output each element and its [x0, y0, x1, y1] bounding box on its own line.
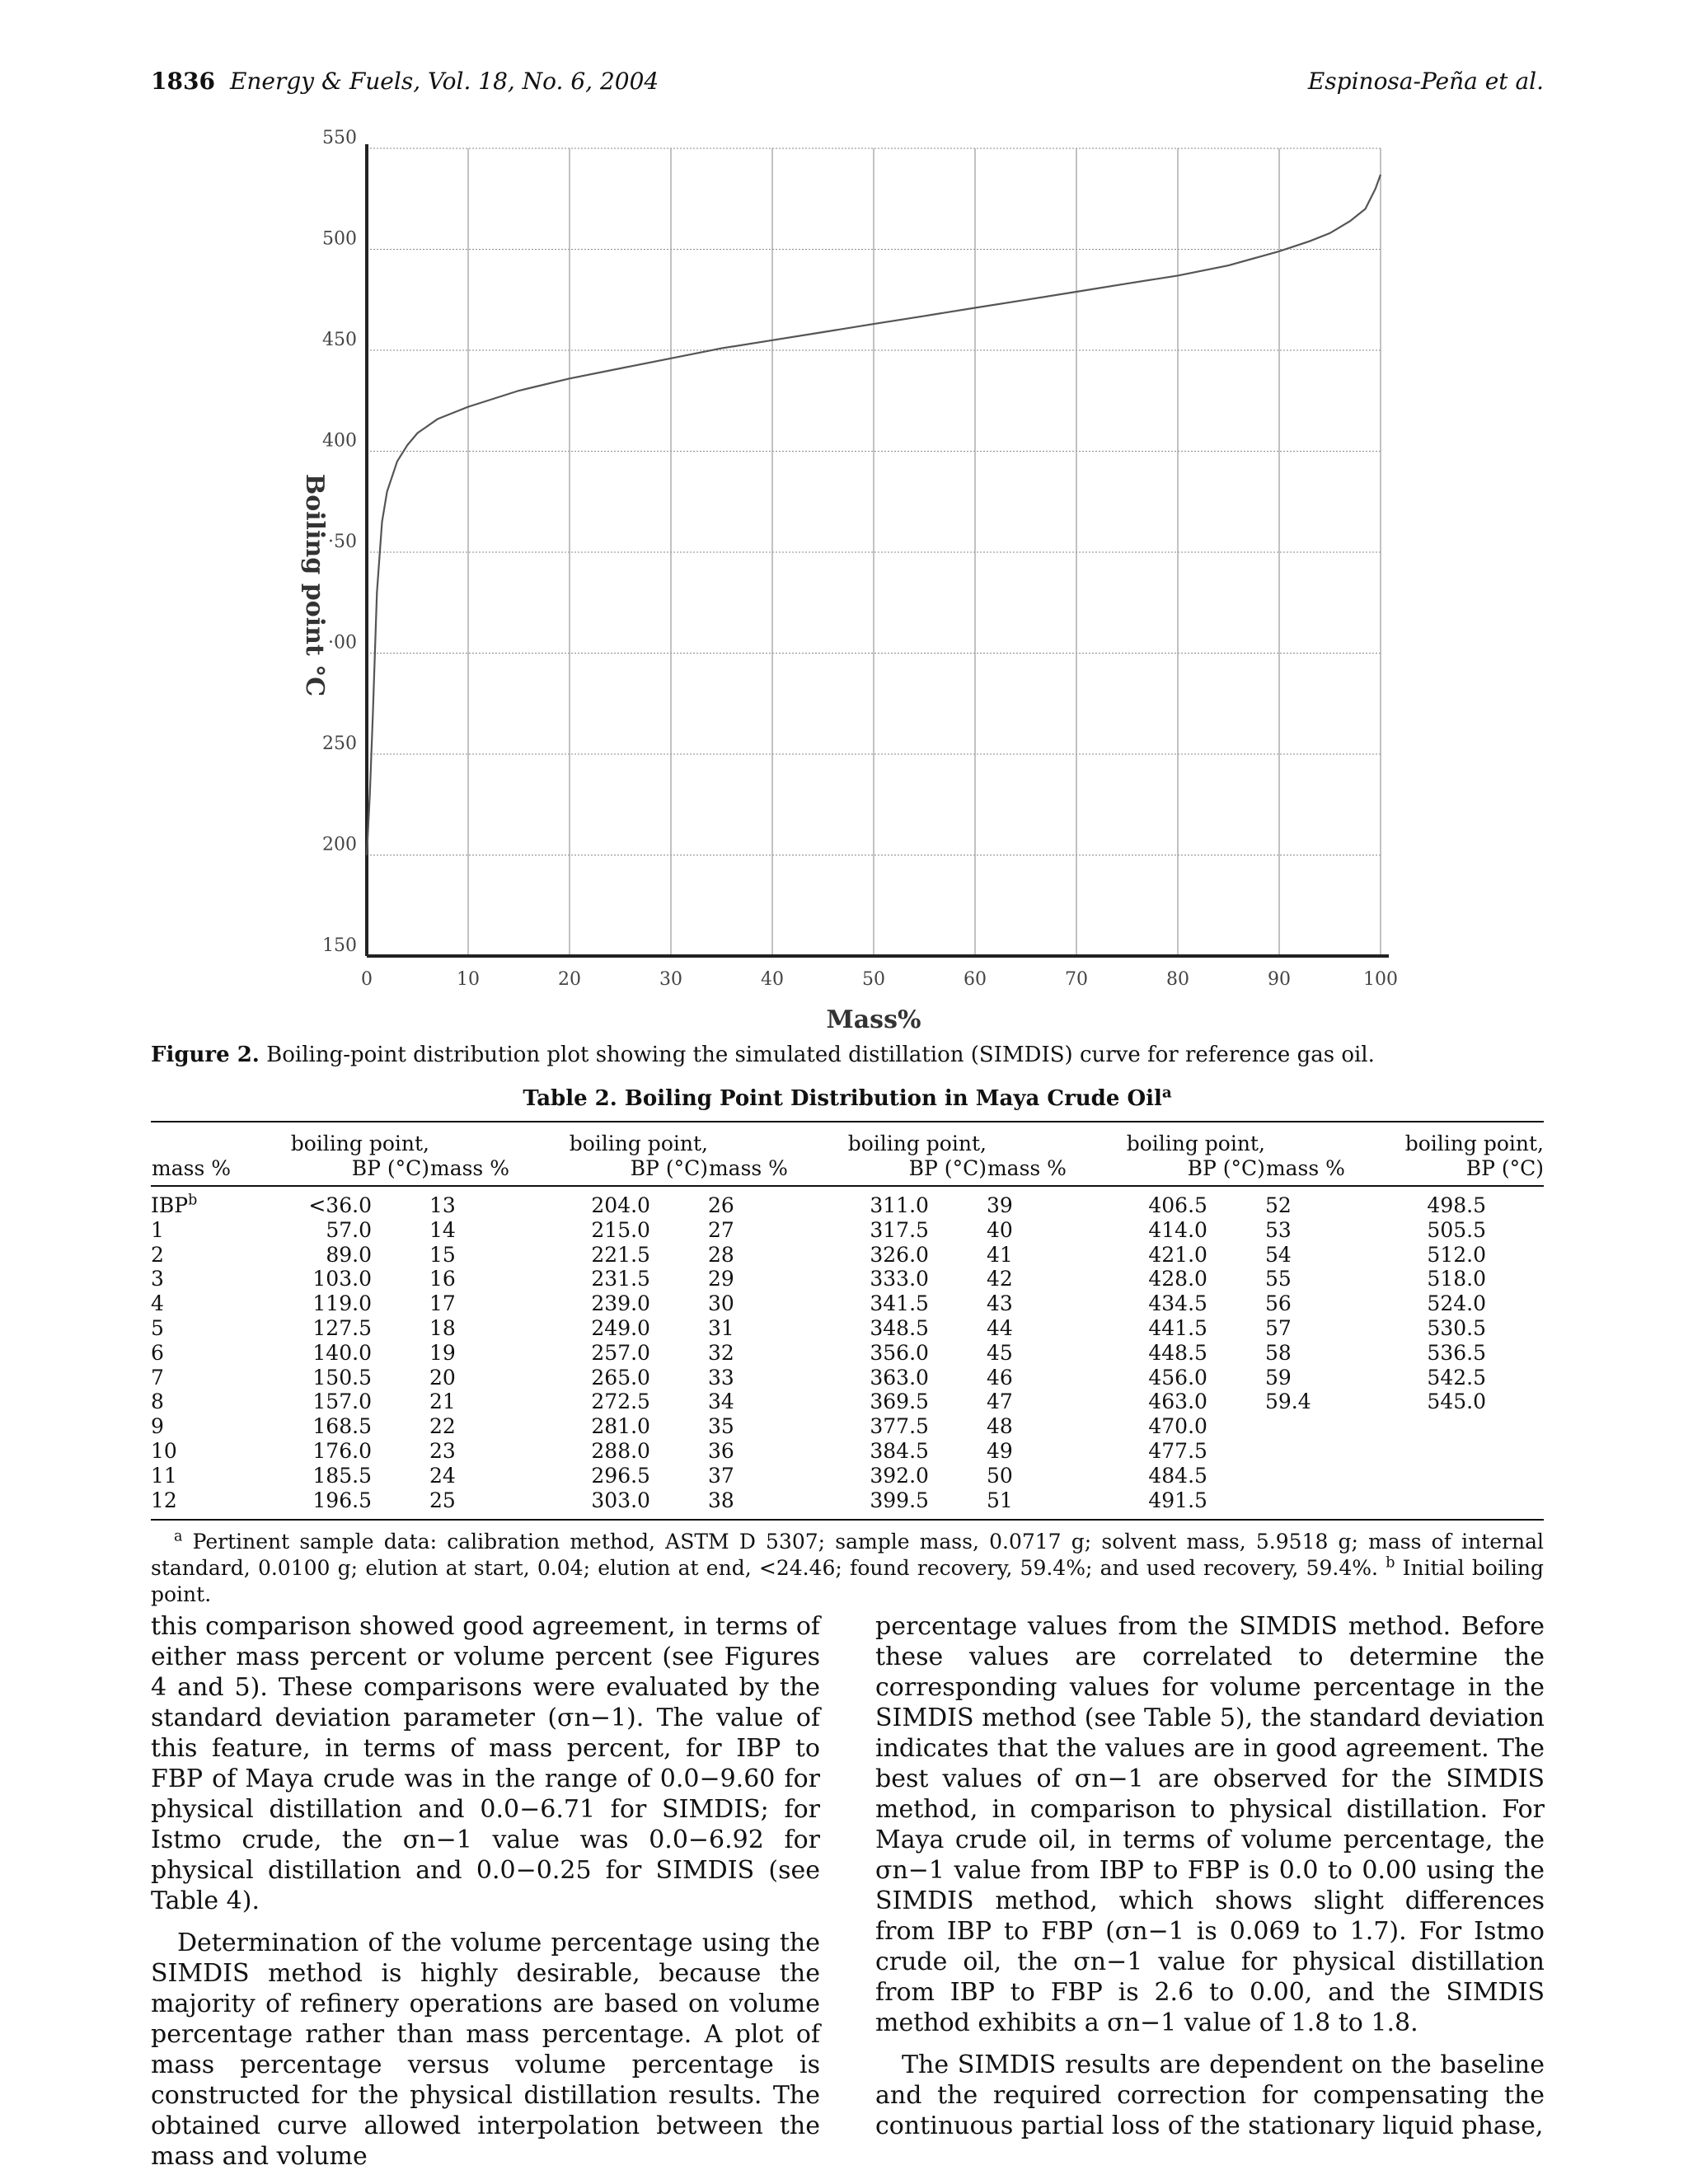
- x-tick-label: 90: [1268, 969, 1291, 990]
- cell-mass: 29: [707, 1267, 734, 1291]
- cell-mass: 31: [707, 1315, 734, 1340]
- cell-bp: 196.5: [253, 1488, 429, 1521]
- cell-mass: 30: [707, 1291, 734, 1316]
- header-bpunit-2: BP (°C): [532, 1156, 708, 1186]
- cell-mass: 57: [1264, 1315, 1292, 1340]
- table-row: [151, 1186, 1544, 1218]
- cell-mass: 46: [986, 1365, 1013, 1390]
- cell-mass: 7: [151, 1365, 164, 1390]
- cell-mass: 44: [986, 1315, 1013, 1340]
- paragraph-right-1: percentage values from the SIMDIS method. Before these values are correlated to determine the corresponding values for volume percentage in the SIMDIS method (see Table 5), the standard deviation indicates that the values are in good agreement. The best values of σn−1 are observed for the SIMDIS method, in comparison to physical distillation. For Maya crude oil, in terms of volume percentage, the σn−1 value from IBP to FBP is 0.0 to 0.00 using the SIMDIS method, which shows slight differences from IBP to FBP (σn−1 is 0.069 to 1.7). For Istmo crude oil, the σn−1 value for physical distillation from IBP to FBP is 2.6 to 0.00, and the SIMDIS method exhibits a σn−1 value of 1.8 to 1.8.: [875, 1612, 1545, 2037]
- y-tick-label: 550: [322, 128, 357, 148]
- cell-mass: 4: [151, 1291, 164, 1316]
- x-tick-label: 40: [761, 969, 784, 990]
- cell-bp: 399.5: [810, 1488, 987, 1521]
- cell-bp: 456.0: [1148, 1365, 1207, 1390]
- cell-bp: 185.5: [312, 1463, 372, 1488]
- x-tick-label: 50: [862, 969, 885, 990]
- cell-mass: 24: [429, 1463, 456, 1488]
- table-title-text: Table 2. Boiling Point Distribution in Maya Crude Oil: [523, 1086, 1162, 1111]
- table-row: [151, 1267, 1544, 1291]
- cell-bp: 168.5: [312, 1414, 372, 1439]
- cell-bp: 103.0: [312, 1267, 372, 1291]
- cell-bp: 127.5: [312, 1315, 372, 1340]
- cell-bp: 119.0: [312, 1291, 372, 1316]
- x-axis-label: Mass%: [826, 1005, 921, 1034]
- cell-bp: 272.5: [591, 1390, 650, 1414]
- cell-bp: 536.5: [1427, 1340, 1486, 1365]
- table-row: [151, 1488, 1544, 1521]
- cell-bp: 326.0: [870, 1242, 929, 1267]
- cell-mass: 23: [429, 1438, 456, 1463]
- cell-mass: 40: [986, 1217, 1013, 1242]
- table-header-row-1: [151, 1122, 1544, 1156]
- header-authors: Espinosa-Peña et al.: [1307, 68, 1544, 95]
- cell-bp: 57.0: [326, 1217, 372, 1242]
- x-tick-label: 60: [964, 969, 987, 990]
- cell-bp: 377.5: [870, 1414, 929, 1439]
- cell-mass: 10: [151, 1438, 177, 1463]
- cell-mass: 2: [151, 1242, 164, 1267]
- cell-mass: 38: [708, 1488, 810, 1521]
- body-column-right: [875, 1611, 1545, 2153]
- x-tick-label: 0: [361, 969, 373, 990]
- header-mass-2: mass %: [429, 1156, 532, 1186]
- cell-mass: 26: [707, 1193, 734, 1217]
- cell-bp: [1367, 1488, 1544, 1521]
- header-mass-5: mass %: [1265, 1156, 1367, 1186]
- cell-bp: 421.0: [1148, 1242, 1207, 1267]
- cell-mass: 11: [151, 1463, 177, 1488]
- table-row: [151, 1243, 1544, 1268]
- y-tick-label: 450: [322, 330, 357, 350]
- cell-bp: <36.0: [308, 1193, 372, 1217]
- cell-bp: 384.5: [870, 1438, 929, 1463]
- y-tick-label: 400: [322, 430, 357, 452]
- cell-bp: 477.5: [1148, 1438, 1207, 1463]
- y-tick-label: 250: [322, 733, 357, 754]
- header-bp-2: boiling point,: [532, 1122, 708, 1156]
- boiling-point-table: [151, 1121, 1544, 1521]
- cell-bp: 89.0: [326, 1242, 372, 1267]
- header-bp-1: boiling point,: [253, 1122, 429, 1156]
- cell-mass: 36: [707, 1438, 734, 1463]
- y-tick-label: 500: [322, 228, 357, 250]
- ibp-footnote-mark: b: [188, 1192, 198, 1209]
- table-row: [151, 1218, 1544, 1243]
- cell-bp: 215.0: [591, 1217, 650, 1242]
- x-tick-label: 70: [1065, 969, 1088, 990]
- cell-bp: 530.5: [1427, 1315, 1486, 1340]
- cell-bp: 257.0: [591, 1340, 650, 1365]
- cell-mass: 19: [429, 1340, 456, 1365]
- table-footnotes: [151, 1529, 1544, 1608]
- cell-mass: 28: [707, 1242, 734, 1267]
- table-row: [151, 1316, 1544, 1341]
- footnote-a-mark: a: [174, 1528, 183, 1545]
- table-container: [151, 1121, 1544, 1521]
- header-bp-5: boiling point,: [1367, 1122, 1544, 1156]
- cell-bp: 265.0: [591, 1365, 650, 1390]
- figure-caption-text: Boiling-point distribution plot showing the simulated distillation (SIMDIS) curve for reference gas oil.: [266, 1043, 1375, 1067]
- header-mass-3: mass %: [708, 1156, 810, 1186]
- figure-label: Figure 2.: [151, 1043, 260, 1067]
- header-mass-4: mass %: [987, 1156, 1089, 1186]
- cell-bp: 545.0: [1427, 1390, 1486, 1414]
- cell-mass: 39: [986, 1193, 1013, 1217]
- cell-mass: 59: [1264, 1365, 1292, 1390]
- x-tick-label: 100: [1363, 969, 1398, 990]
- cell-bp: 296.5: [591, 1463, 650, 1488]
- cell-mass: 51: [987, 1488, 1089, 1521]
- figure-caption: [151, 1040, 1544, 1070]
- header-bpunit-4: BP (°C): [1089, 1156, 1265, 1186]
- x-tick-label: 30: [659, 969, 682, 990]
- cell-mass: 41: [986, 1242, 1013, 1267]
- x-tick-label: 10: [457, 969, 480, 990]
- header-bpunit-5: BP (°C): [1367, 1156, 1544, 1186]
- cell-mass: 35: [707, 1414, 734, 1439]
- cell-bp: 484.5: [1148, 1463, 1207, 1488]
- cell-bp: 176.0: [312, 1438, 372, 1463]
- x-tick-label: 20: [558, 969, 581, 990]
- cell-mass: [1265, 1464, 1367, 1488]
- cell-bp: 505.5: [1427, 1217, 1486, 1242]
- chart-axes: [367, 144, 1389, 956]
- cell-mass: 27: [707, 1217, 734, 1242]
- cell-bp: 150.5: [312, 1365, 372, 1390]
- footnote-a: Pertinent sample data: calibration method, ASTM D 5307; sample mass, 0.0717 g; solvent mass, 5.9518 g; mass of internal standard, 0.0100 g; elution at start, 0.04; elution at end, <24.46; found recovery, 59.4%; and used recovery, 59.4%.: [151, 1530, 1544, 1580]
- cell-bp: 333.0: [870, 1267, 929, 1291]
- cell-mass: 37: [707, 1463, 734, 1488]
- cell-mass: 50: [986, 1463, 1013, 1488]
- cell-bp: [1367, 1414, 1544, 1439]
- cell-bp: 341.5: [870, 1291, 929, 1316]
- table-title: [151, 1086, 1544, 1111]
- cell-mass: 52: [1264, 1193, 1292, 1217]
- header-bpunit-1: BP (°C): [253, 1156, 429, 1186]
- cell-mass: 42: [986, 1267, 1013, 1291]
- cell-mass: 17: [429, 1291, 456, 1316]
- x-tick-labels: [361, 969, 1398, 990]
- cell-bp: 317.5: [870, 1217, 929, 1242]
- cell-bp: 303.0: [532, 1488, 708, 1521]
- cell-mass: 6: [151, 1340, 164, 1365]
- cell-mass: 20: [429, 1365, 456, 1390]
- y-tick-label: ·50: [328, 532, 357, 552]
- table-row: [151, 1366, 1544, 1390]
- cell-mass: 13: [429, 1193, 456, 1217]
- cell-mass: 49: [986, 1438, 1013, 1463]
- table-row: [151, 1390, 1544, 1414]
- cell-mass: 21: [429, 1390, 456, 1414]
- cell-mass: 18: [429, 1315, 456, 1340]
- cell-mass: 45: [986, 1340, 1013, 1365]
- cell-bp: [1367, 1439, 1544, 1464]
- y-tick-label: ·00: [328, 632, 357, 654]
- cell-bp: 463.0: [1148, 1390, 1207, 1414]
- header-mass-1: mass %: [151, 1156, 253, 1186]
- cell-mass: 8: [151, 1390, 164, 1414]
- y-tick-label: 150: [322, 935, 357, 956]
- cell-mass: 1: [151, 1217, 164, 1242]
- cell-mass: 16: [429, 1267, 456, 1291]
- cell-mass: [1265, 1439, 1367, 1464]
- footnote-b-mark: b: [1386, 1554, 1395, 1572]
- footnote-b: Initial boiling point.: [151, 1556, 1544, 1606]
- cell-mass: 32: [707, 1340, 734, 1365]
- cell-mass: 25: [429, 1488, 532, 1521]
- header-bp-3: boiling point,: [810, 1122, 987, 1156]
- cell-bp: 356.0: [870, 1340, 929, 1365]
- cell-mass: 12: [151, 1488, 253, 1521]
- cell-bp: 157.0: [312, 1390, 372, 1414]
- table-title-footnote-mark: a: [1161, 1084, 1172, 1102]
- cell-bp: 221.5: [591, 1242, 650, 1267]
- cell-mass: 9: [151, 1414, 164, 1439]
- cell-bp: 524.0: [1427, 1291, 1486, 1316]
- table-header-row-2: [151, 1156, 1544, 1186]
- cell-bp: [1367, 1464, 1544, 1488]
- cell-mass: 47: [986, 1390, 1013, 1414]
- cell-mass: 55: [1264, 1267, 1292, 1291]
- cell-mass: 54: [1264, 1242, 1292, 1267]
- cell-mass: 53: [1264, 1217, 1292, 1242]
- cell-bp: 434.5: [1148, 1291, 1207, 1316]
- cell-bp: 204.0: [591, 1193, 650, 1217]
- cell-mass: 48: [986, 1414, 1013, 1439]
- boiling-point-chart: [280, 124, 1418, 1038]
- table-row: [151, 1439, 1544, 1464]
- cell-bp: 239.0: [591, 1291, 650, 1316]
- page-number: 1836: [151, 68, 215, 95]
- x-tick-label: 80: [1166, 969, 1189, 990]
- cell-bp: 392.0: [870, 1463, 929, 1488]
- cell-mass: 22: [429, 1414, 456, 1439]
- journal-citation: Energy & Fuels, Vol. 18, No. 6, 2004: [229, 68, 659, 95]
- cell-mass: 33: [707, 1365, 734, 1390]
- cell-bp: 448.5: [1148, 1340, 1207, 1365]
- cell-bp: 512.0: [1427, 1242, 1486, 1267]
- header-bpunit-3: BP (°C): [810, 1156, 987, 1186]
- cell-mass: 59.4: [1264, 1390, 1311, 1414]
- cell-bp: 428.0: [1148, 1267, 1207, 1291]
- cell-mass: [1265, 1488, 1367, 1521]
- cell-mass: 56: [1264, 1291, 1292, 1316]
- cell-mass: IBP$^b$: [151, 1192, 198, 1217]
- cell-bp: 441.5: [1148, 1315, 1207, 1340]
- cell-mass: [1265, 1414, 1367, 1439]
- cell-bp: 311.0: [870, 1193, 929, 1217]
- chart-grid: [367, 148, 1381, 956]
- table-row: [151, 1341, 1544, 1366]
- cell-mass: 15: [429, 1242, 456, 1267]
- paragraph-left-1: this comparison showed good agreement, in terms of either mass percent or volume percent (see Figures 4 and 5). These comparisons were evaluated by the standard deviation parameter (σn−1). The value of this feature, in terms of mass percent, for IBP to FBP of Maya crude was in the range of 0.0−9.60 for physical distillation and 0.0−6.71 for SIMDIS; for Istmo crude, the σn−1 value was 0.0−6.92 for physical distillation and 0.0−0.25 for SIMDIS (see Table 4).: [151, 1612, 820, 1915]
- table-row: [151, 1291, 1544, 1316]
- header-left: [151, 68, 659, 95]
- cell-bp: 414.0: [1148, 1217, 1207, 1242]
- page-header: [151, 68, 1544, 101]
- cell-bp: 140.0: [312, 1340, 372, 1365]
- cell-bp: 363.0: [870, 1365, 929, 1390]
- header-bp-4: boiling point,: [1089, 1122, 1265, 1156]
- paragraph-right-2: The SIMDIS results are dependent on the baseline and the required correction for compensating the continuous partial loss of the stationary liquid phase,: [875, 2050, 1545, 2140]
- cell-bp: 470.0: [1148, 1414, 1207, 1439]
- cell-mass: 34: [707, 1390, 734, 1414]
- cell-mass: 5: [151, 1315, 164, 1340]
- table-body: [151, 1186, 1544, 1520]
- cell-bp: 369.5: [870, 1390, 929, 1414]
- body-column-left: [151, 1611, 820, 2183]
- cell-bp: 348.5: [870, 1315, 929, 1340]
- cell-mass: 14: [429, 1217, 456, 1242]
- cell-mass: 43: [986, 1291, 1013, 1316]
- paragraph-left-2: Determination of the volume percentage using the SIMDIS method is highly desirable, because the majority of refinery operations are based on volume percentage rather than mass percentage. A plot of mass percentage versus volume percentage is constructed for the physical distillation results. The obtained curve allowed interpolation between the mass and volume: [151, 1929, 820, 2171]
- y-axis-label: Boiling point °C: [300, 473, 329, 697]
- table-row: [151, 1464, 1544, 1488]
- cell-mass: 3: [151, 1267, 164, 1291]
- y-tick-label: 200: [322, 834, 357, 855]
- cell-bp: 249.0: [591, 1315, 650, 1340]
- cell-bp: 518.0: [1427, 1267, 1486, 1291]
- cell-bp: 542.5: [1427, 1365, 1486, 1390]
- table-row: [151, 1414, 1544, 1439]
- cell-bp: 288.0: [591, 1438, 650, 1463]
- cell-bp: 498.5: [1427, 1193, 1486, 1217]
- cell-bp: 491.5: [1089, 1488, 1265, 1521]
- cell-bp: 406.5: [1148, 1193, 1207, 1217]
- cell-mass: 58: [1264, 1340, 1292, 1365]
- cell-bp: 231.5: [591, 1267, 650, 1291]
- cell-bp: 281.0: [591, 1414, 650, 1439]
